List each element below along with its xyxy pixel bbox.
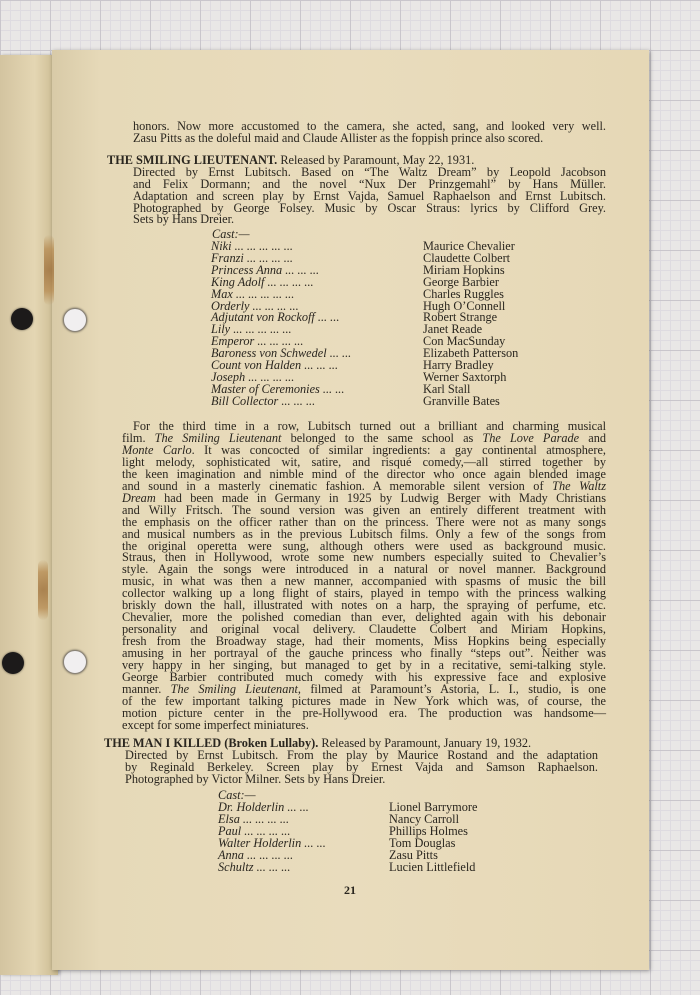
cast-role: Adjutant von Rockoff ... ...: [211, 310, 340, 325]
review-line: and Willy Fritsch. The sound version was given an entirely different treatment with: [122, 502, 606, 517]
credits-line: and Felix Dormann; and the novel “Nux Der Prinzgemahl” by Hans Müller.: [133, 177, 606, 191]
cast-actor: Lionel Barrymore: [389, 800, 478, 814]
review-line: amusing in her portrayal of the gauche princess who finally “steps out”. Neither was: [122, 646, 606, 661]
cast-role: Niki ... ... ... ... ...: [211, 239, 293, 253]
cast-actor: Werner Saxtorph: [423, 369, 507, 384]
cast-actor: Tom Douglas: [389, 836, 456, 850]
cast-role: Lily ... ... ... ... ...: [211, 322, 292, 337]
top-paragraph-line: Zasu Pitts as the doleful maid and Claude Allister as the foppish prince also scored.: [133, 131, 544, 145]
review-line: fresh from the Broadway stage, had their moments, Miss Hopkins being especially: [122, 634, 606, 649]
credits-line: by Reginald Berkeley. Screen play by Ernest Vajda and Samson Raphaelson.: [125, 760, 598, 774]
cast-role: Anna ... ... ... ...: [218, 848, 294, 862]
cast-role: Joseph ... ... ... ...: [211, 369, 295, 384]
cast-actor: Nancy Carroll: [389, 812, 459, 826]
film-release: Released by Paramount, May 22, 1931.: [280, 153, 475, 167]
cast-row: [211, 288, 611, 300]
cast-role: Schultz ... ... ...: [218, 860, 291, 874]
film-release: Released by Paramount, January 19, 1932.: [321, 736, 532, 750]
credits-line: Adaptation and screen play by Ernst Vajda, Samuel Raphaelson and Ernst Lubitsch.: [133, 189, 606, 203]
top-paragraph-line: honors. Now more accustomed to the camera, she acted, sang, and looked very well.: [133, 119, 606, 133]
cast-actor: Elizabeth Patterson: [423, 346, 519, 361]
cast-row: [218, 861, 618, 873]
review-line: Monte Carlo. It was concocted of similar ingredients: a gay continental atmosphere,: [122, 442, 606, 457]
cast-label: Cast:—: [218, 788, 256, 802]
cast-role: Elsa ... ... ... ...: [218, 812, 290, 826]
cast-actor: Miriam Hopkins: [423, 262, 505, 277]
film-title: THE MAN I KILLED (Broken Lullaby).: [104, 736, 319, 750]
cast-role: Walter Holderlin ... ...: [218, 836, 326, 850]
cast-actor: Janet Reade: [423, 322, 483, 337]
review-line: of the few important talking pictures made in New York which was, of course, the: [122, 693, 606, 708]
review-line: For the third time in a row, Lubitsch turned out a brilliant and charming musical: [133, 419, 606, 433]
cast-role: Princess Anna ... ... ...: [211, 262, 320, 277]
page-number: 21: [344, 883, 356, 897]
film-title: THE SMILING LIEUTENANT.: [107, 153, 278, 167]
cast-role: Master of Ceremonies ... ...: [211, 381, 345, 396]
review-line: and musical numbers as in the previous Lubitsch films. Only a few of the songs from: [122, 526, 606, 541]
review-line: George Barbier contributed much comedy with his expressive face and explosive: [122, 669, 606, 684]
review-line: collector walking up a long flight of stairs, played in tempo with the princess walking: [122, 586, 606, 601]
review-line: film. The Smiling Lieutenant belonged to the same school as The Love Parade and: [122, 430, 606, 445]
review-line: music, in what was then a new manner, accompanied with spasms of music the bill: [122, 574, 606, 589]
review-line: motion picture center in the pre-Hollywood era. The production was handsome—: [122, 705, 606, 720]
cast-role: Baroness von Schwedel ... ...: [211, 346, 352, 361]
cast-role: Dr. Holderlin ... ...: [218, 800, 309, 814]
review-line: the keen imagination and nimble mind of the director who once again blended image: [122, 466, 606, 481]
cast-actor: Charles Ruggles: [423, 286, 504, 301]
review-line: the original operetta were sung, although others were used as background music.: [122, 538, 606, 553]
review-line: Straus, then in Hollywood, wrote some new numbers especially suited to Chevalier’s: [122, 550, 606, 565]
review-line: personality and original vocal delivery. Claudette Colbert and Miriam Hopkins,: [122, 622, 606, 637]
cast-role: King Adolf ... ... ... ...: [211, 274, 314, 289]
cast-role: Franzi ... ... ... ...: [211, 250, 293, 265]
cast-row: [211, 264, 611, 276]
cast-role: Emperor ... ... ... ...: [211, 334, 304, 349]
review-line: Dream had been made in Germany in 1925 by Ludwig Berger with Mady Christians: [122, 490, 606, 505]
cast-actor: Lucien Littlefield: [389, 860, 476, 874]
credits-line: Directed by Ernst Lubitsch. From the play by Maurice Rostand and the adaptation: [125, 748, 598, 762]
cast-role: Bill Collector ... ... ...: [211, 393, 316, 408]
cast-role: Max ... ... ... ... ...: [211, 286, 295, 301]
cast-actor: Karl Stall: [423, 381, 471, 396]
credits-line: Photographed by George Folsey. Music by Oscar Straus: lyrics by Clifford Grey.: [133, 201, 606, 215]
review-line: Chevalier, more the polished comedian than ever, delighted again with his debonair: [122, 610, 606, 625]
credits-line: Sets by Hans Dreier.: [133, 212, 235, 226]
cast-actor: Robert Strange: [423, 310, 498, 325]
review-line: very happy in her singing, but managed to get by in a recitative, semi-talking style.: [122, 658, 606, 672]
cast-row: [211, 383, 611, 395]
credits-line: Photographed by Victor Milner. Sets by Hans Dreier.: [125, 772, 386, 786]
cast-role: Paul ... ... ... ...: [218, 824, 291, 838]
review-line: and sound in a masterly cinematic fashion. A memorable silent version of The Waltz: [122, 478, 606, 493]
cast-actor: Con MacSunday: [423, 334, 506, 349]
review-line: the emphasis on the officer rather than on the princess. There were not as many songs: [122, 514, 606, 529]
cast-actor: Zasu Pitts: [389, 848, 438, 862]
cast-actor: Claudette Colbert: [423, 250, 511, 265]
cast-actor: George Barbier: [423, 274, 499, 289]
credits-line: Directed by Ernst Lubitsch. Based on “The Waltz Dream” by Leopold Jacobson: [133, 165, 606, 179]
cast-actor: Harry Bradley: [423, 358, 494, 372]
cast-row: [211, 276, 611, 288]
cast-actor: Hugh O’Connell: [423, 298, 506, 313]
cast-row: [211, 395, 611, 407]
review-line: style. Again the songs were introduced in a natural or novel manner. Background: [122, 562, 606, 577]
cast-actor: Maurice Chevalier: [423, 239, 515, 253]
cast-actor: Granville Bates: [423, 393, 500, 408]
review-line: except for some imperfect miniatures.: [122, 717, 309, 732]
review-line: manner. The Smiling Lieutenant, filmed at Paramount’s Astoria, L. I., studio, is one: [122, 681, 606, 696]
cast-actor: Phillips Holmes: [389, 824, 468, 838]
cast-role: Count von Halden ... ... ...: [211, 358, 339, 372]
review-line: light melody, sophisticated wit, satire, and risqué comedy,—all stirred together by: [122, 454, 606, 469]
review-line: briskly down the hall, illustrated with notes on a harp, the spraying of perfume, etc.: [122, 598, 606, 613]
cast-label: Cast:—: [212, 227, 250, 241]
cast-role: Orderly ... ... ... ...: [211, 298, 299, 313]
